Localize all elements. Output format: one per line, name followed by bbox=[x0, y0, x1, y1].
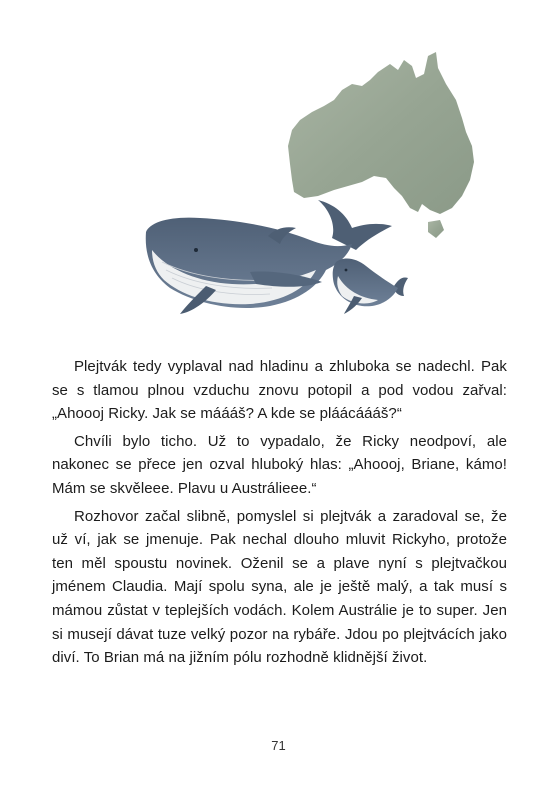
paragraph-2: Chvíli bylo ticho. Už to vypadalo, že Ricky neodpoví, ale nakonec se přece jen ozval hluboký hlas: „Ahoooj, Briane, kámo! Mám se skvěleee. Plavu u Austrálieee.“ bbox=[52, 432, 507, 497]
story-text bbox=[52, 355, 507, 670]
page-number: 71 bbox=[271, 738, 286, 753]
paragraph-3: Rozhovor začal slibně, pomyslel si plejtvák a zaradoval se, že už ví, jak se jmenuje. Pak nechal dlouho mluvit Rickyho, protože ten měl spoustu novinek. Oženil se a plave nyní s plejtvačkou jménem Claudia. Mají spolu syna, ale je ještě malý, a tak musí s mámou zůstat v teplejších vodách. Kolem Austrálie je to super. Jen si musejí dávat tuze velký pozor na rybáře. Jdou po plejtvácích jako diví. To Brian má na jižním pólu rozhodně klidnější život. bbox=[52, 507, 507, 667]
baby-whale-icon bbox=[333, 259, 408, 314]
australia-map-icon bbox=[288, 52, 474, 238]
illustration bbox=[0, 0, 557, 340]
paragraph-1: Plejtvák tedy vyplaval nad hladinu a zhluboka se nadechl. Pak se s tlamou plnou vzduchu znovu potopil a pod vodou zařval: „Ahoooj Ricky. Jak se máááš? A kde se pláácáááš?“ bbox=[52, 358, 507, 423]
